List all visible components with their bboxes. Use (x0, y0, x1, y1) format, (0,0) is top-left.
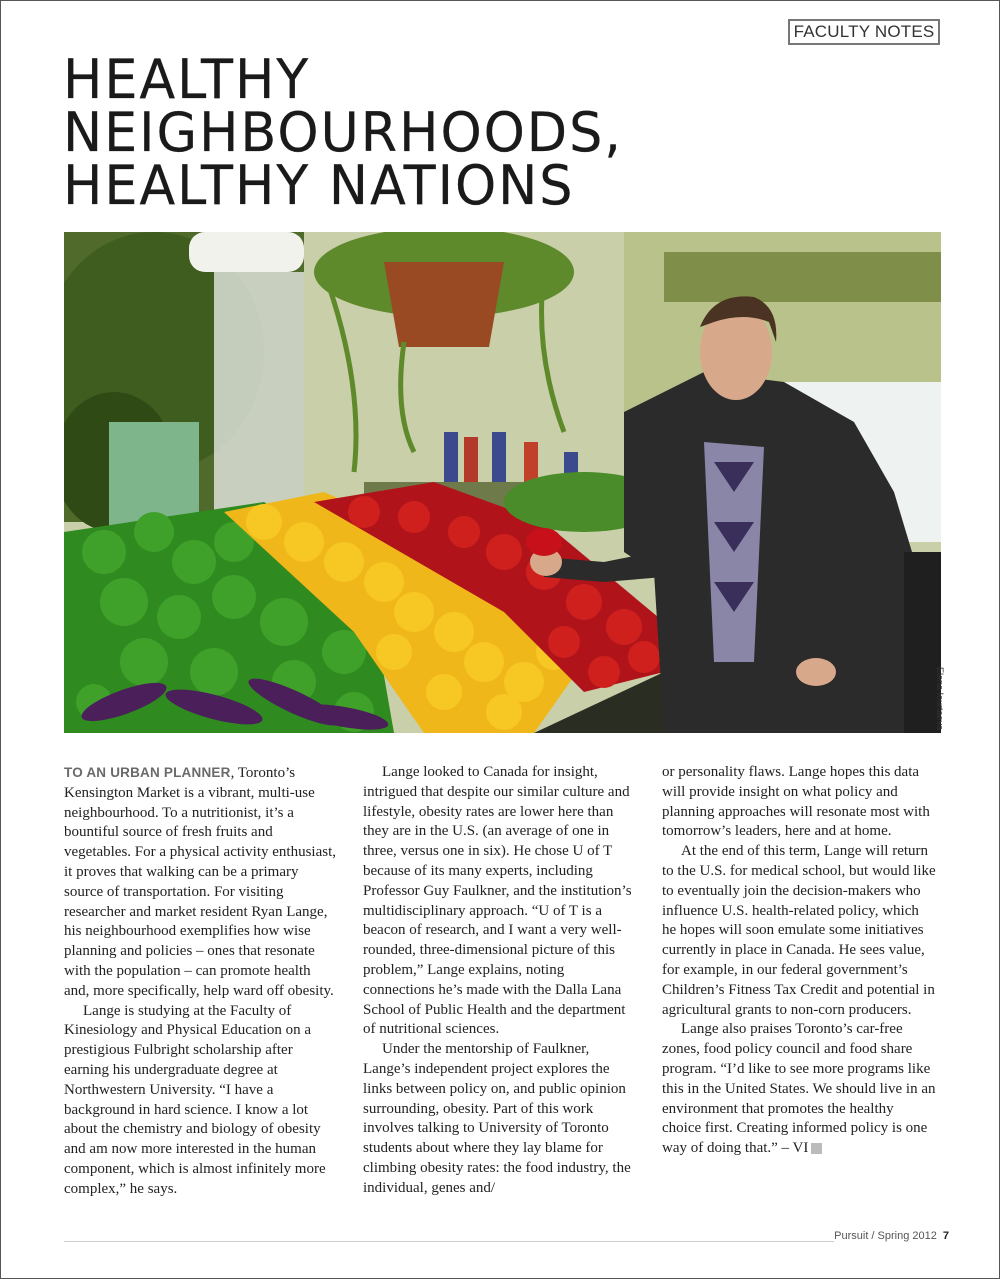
article-paragraph: At the end of this term, Lange will return to the U.S. for medical school, but would like to eventually join the decision-makers who influence U.S. health-related policy, which he hopes will soon emulate some initiatives currently in place in Canada. He sees value, for example, in our federal government’s Children’s Fitness Tax Credit and potential in agricultural grants to non-corn producers. (662, 843, 936, 1018)
end-mark-icon: P (811, 1143, 822, 1154)
article-paragraph: Lange is studying at the Faculty of Kinesiology and Physical Education on a prestigious Fulbright scholarship after earning his undergraduate degree at Northwestern University. “I have a background in hard science. I know a lot about the chemistry and biology of obesity and am now more interested in the human component, which is almost infinitely more complex,” he says. (64, 1002, 326, 1197)
article-column-2 (363, 763, 637, 1199)
article-paragraph (662, 1020, 936, 1159)
headline-line-3: HEALTHY NATIONS (63, 154, 575, 217)
market-photo-illustration (64, 232, 941, 733)
headline (63, 48, 943, 217)
page-footer (834, 1230, 949, 1242)
photo-credit: Elena Iourtaeva (935, 667, 945, 731)
paragraph-text: Lange also praises Toronto’s car-free zones, food policy council and food share program. “I’d like to see more programs like this in the United States. We should live in an environment that promotes the healthy choice first. Creating informed policy is one way of doing that.” – VI (662, 1021, 936, 1157)
publication-name: Pursuit / Spring 2012 (834, 1230, 937, 1242)
section-tag: FACULTY NOTES (788, 19, 940, 45)
page-number: 7 (942, 1230, 949, 1242)
paragraph-text: , Toronto’s Kensington Market is a vibrant, multi-use neighbourhood. To a nutritionist, it’s a bountiful source of fresh fruits and vegetables. For a physical activity enthusiast, it proves that walking can be a primary source of transportation. For visiting researcher and market resident Ryan Lange, his neighbourhood exemplifies how wise planning and policies – ones that resonate with the population – can promote health and, more specifically, help ward off obesity. (64, 765, 337, 999)
lead-in: TO AN URBAN PLANNER (64, 765, 231, 780)
article-column-1 (64, 763, 338, 1200)
footer-rule (64, 1241, 834, 1242)
article-paragraph: or personality flaws. Lange hopes this data will provide insight on what policy and planning approaches will resonate most with tomorrow’s leaders, here and at home. (662, 764, 930, 840)
market-photo (64, 232, 941, 733)
article-paragraph: Lange looked to Canada for insight, intrigued that despite our similar culture and lifestyle, obesity rates are lower here than they are in the U.S. (an average of one in three, versus one in six). He chose U of T because of its many experts, including Professor Guy Faulkner, and the institution’s multidisciplinary approach. “U of T is a beacon of research, and I want a very well-rounded, three-dimensional picture of this problem,” Lange explains, noting connections he’s made with the Dalla Lana School of Public Health and the department of nutritional sciences. (363, 764, 632, 1038)
article-paragraph: Under the mentorship of Faulkner, Lange’s independent project explores the links between policy on, and public opinion surrounding, obesity. Part of this work involves talking to University of Toronto students about where they lay blame for climbing obesity rates: the food industry, the individual, genes and/ (363, 1041, 631, 1196)
article-column-3 (662, 763, 936, 1159)
headline-line-1: HEALTHY (63, 48, 311, 111)
article-paragraph (64, 763, 338, 1002)
headline-line-2: NEIGHBOURHOODS, (63, 101, 623, 164)
